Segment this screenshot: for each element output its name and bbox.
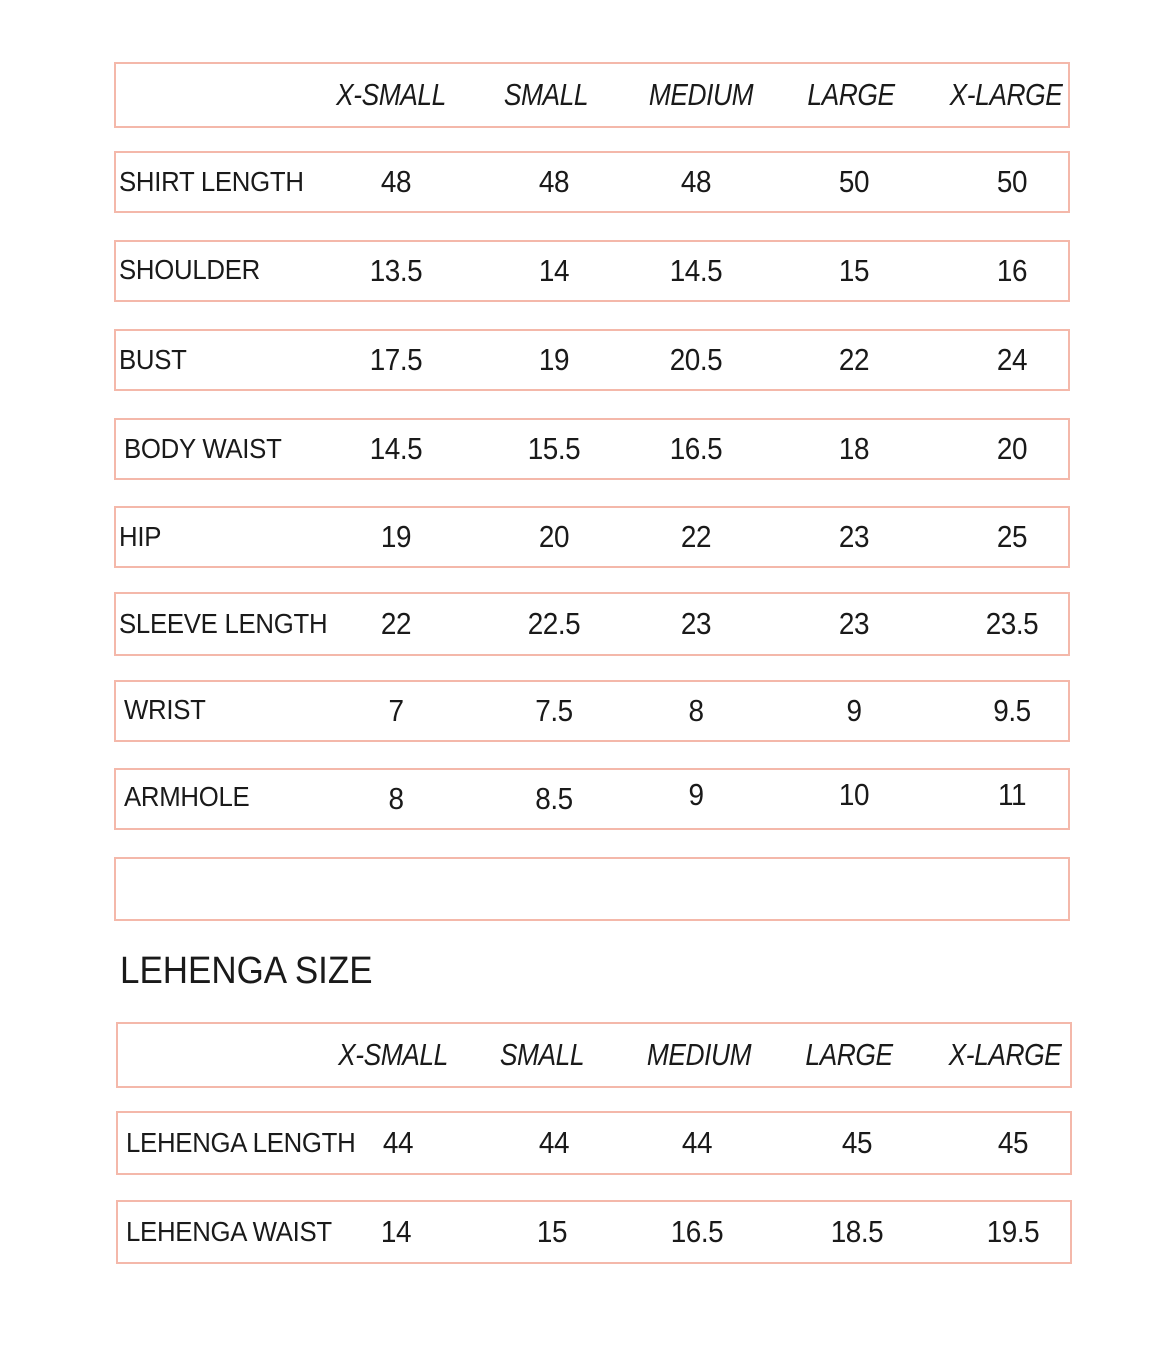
size-header-xsmall: X-SMALL <box>338 1037 448 1072</box>
value-xlarge: 19.5 <box>986 1214 1040 1249</box>
value-xsmall: 14.5 <box>369 431 423 466</box>
value-xsmall: 44 <box>382 1125 414 1160</box>
row-label: SHOULDER <box>119 254 260 285</box>
value-large: 18 <box>838 431 870 466</box>
size-header-small: SMALL <box>499 1037 585 1072</box>
row-label: BUST <box>119 344 187 375</box>
table-row <box>114 151 1070 213</box>
value-xlarge: 9.5 <box>993 693 1031 728</box>
value-medium: 23 <box>680 606 712 641</box>
row-label: BODY WAIST <box>124 433 282 464</box>
empty-row <box>114 857 1070 921</box>
value-small: 44 <box>538 1125 570 1160</box>
lehenga-size-header-row <box>116 1022 1072 1088</box>
value-xlarge: 23.5 <box>985 606 1039 641</box>
value-xlarge: 50 <box>996 164 1028 199</box>
table-row <box>114 329 1070 391</box>
row-label: SLEEVE LENGTH <box>119 608 328 639</box>
value-medium: 14.5 <box>669 253 723 288</box>
kurta-size-header-row <box>114 62 1070 128</box>
size-header-large: LARGE <box>805 1037 893 1072</box>
row-label: SHIRT LENGTH <box>119 166 304 197</box>
row-label: ARMHOLE <box>124 781 250 812</box>
table-row <box>114 506 1070 568</box>
value-large: 22 <box>838 342 870 377</box>
value-small: 19 <box>538 342 570 377</box>
row-label: WRIST <box>124 694 206 725</box>
value-large: 18.5 <box>830 1214 884 1249</box>
value-small: 7.5 <box>535 693 573 728</box>
value-large: 23 <box>838 606 870 641</box>
table-row <box>114 418 1070 480</box>
value-medium: 20.5 <box>669 342 723 377</box>
value-small: 8.5 <box>535 781 573 816</box>
table-row <box>114 240 1070 302</box>
value-large: 50 <box>838 164 870 199</box>
value-xlarge: 11 <box>997 777 1027 812</box>
table-row <box>114 592 1070 656</box>
value-medium: 48 <box>680 164 712 199</box>
size-header-medium: MEDIUM <box>648 77 754 112</box>
value-small: 48 <box>538 164 570 199</box>
value-medium: 16.5 <box>669 431 723 466</box>
value-xsmall: 48 <box>380 164 412 199</box>
size-header-xsmall: X-SMALL <box>336 77 446 112</box>
value-small: 20 <box>538 519 570 554</box>
value-xsmall: 7 <box>388 693 404 728</box>
value-xlarge: 20 <box>996 431 1028 466</box>
row-label: LEHENGA LENGTH <box>126 1127 356 1158</box>
size-header-xlarge: X-LARGE <box>948 1037 1062 1072</box>
size-header-small: SMALL <box>503 77 589 112</box>
value-small: 22.5 <box>527 606 581 641</box>
table-row <box>114 768 1070 830</box>
value-xlarge: 24 <box>996 342 1028 377</box>
value-medium: 8 <box>688 693 704 728</box>
value-xsmall: 22 <box>380 606 412 641</box>
value-xsmall: 19 <box>380 519 412 554</box>
row-label: LEHENGA WAIST <box>126 1216 332 1247</box>
value-medium: 44 <box>681 1125 713 1160</box>
value-small: 15.5 <box>527 431 581 466</box>
value-xsmall: 13.5 <box>369 253 423 288</box>
value-xsmall: 8 <box>388 781 404 816</box>
size-header-large: LARGE <box>807 77 895 112</box>
row-label: HIP <box>119 521 162 552</box>
value-xsmall: 14 <box>380 1214 412 1249</box>
value-large: 23 <box>838 519 870 554</box>
value-small: 15 <box>536 1214 568 1249</box>
value-small: 14 <box>538 253 570 288</box>
size-header-medium: MEDIUM <box>646 1037 752 1072</box>
value-large: 9 <box>846 693 862 728</box>
value-medium: 16.5 <box>670 1214 724 1249</box>
lehenga-section-title: LEHENGA SIZE <box>120 950 373 992</box>
table-row <box>114 680 1070 742</box>
value-large: 45 <box>841 1125 873 1160</box>
value-medium: 9 <box>688 777 704 812</box>
value-xlarge: 16 <box>996 253 1028 288</box>
value-xsmall: 17.5 <box>369 342 423 377</box>
table-row <box>116 1200 1072 1264</box>
size-header-xlarge: X-LARGE <box>949 77 1063 112</box>
table-row <box>116 1111 1072 1175</box>
value-xlarge: 45 <box>997 1125 1029 1160</box>
value-large: 10 <box>838 777 870 812</box>
value-medium: 22 <box>680 519 712 554</box>
value-large: 15 <box>838 253 870 288</box>
value-xlarge: 25 <box>996 519 1028 554</box>
